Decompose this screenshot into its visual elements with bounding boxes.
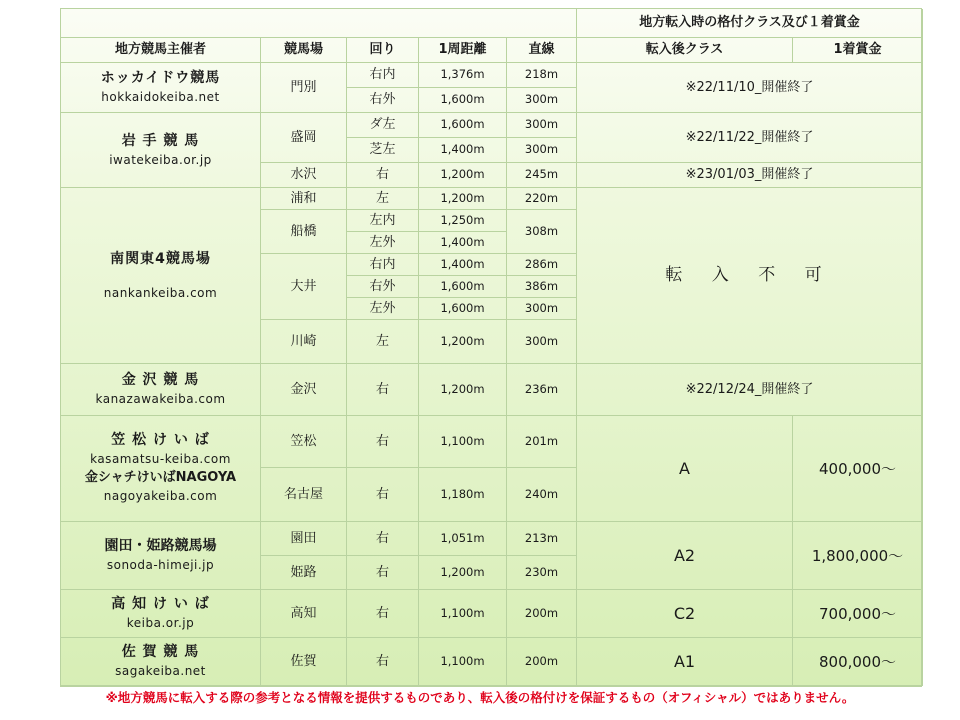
header-group-title: 地方転入時の格付クラス及び１着賞金 xyxy=(577,9,923,38)
distance-cell: 1,180m xyxy=(419,468,507,522)
track-name: 川崎 xyxy=(261,320,347,364)
straight-cell: 300m xyxy=(507,298,577,320)
straight-cell: 245m xyxy=(507,163,577,188)
direction-cell: 左 xyxy=(347,320,419,364)
straight-cell: 300m xyxy=(507,88,577,113)
straight-cell: 236m xyxy=(507,364,577,416)
distance-cell: 1,400m xyxy=(419,232,507,254)
header-track: 競馬場 xyxy=(261,38,347,63)
track-name: 水沢 xyxy=(261,163,347,188)
straight-cell: 213m xyxy=(507,522,577,556)
distance-cell: 1,051m xyxy=(419,522,507,556)
header-straight: 直線 xyxy=(507,38,577,63)
organizer-cell xyxy=(61,188,261,364)
track-name: 船橋 xyxy=(261,210,347,254)
organizer-name: ホッカイドウ競馬 xyxy=(100,70,221,87)
direction-cell: 右 xyxy=(347,638,419,686)
organizer-cell xyxy=(61,416,261,468)
straight-cell: 300m xyxy=(507,320,577,364)
direction-cell: 左内 xyxy=(347,210,419,232)
distance-cell: 1,376m xyxy=(419,63,507,88)
straight-cell: 300m xyxy=(507,113,577,138)
organizer-url: hokkaidokeiba.net xyxy=(101,90,220,105)
organizer-name: 園田・姫路競馬場 xyxy=(104,538,217,555)
organizer-cell xyxy=(61,113,261,188)
organizer-url: iwatekeiba.or.jp xyxy=(109,152,212,167)
organizer-name: 金シャチけいばNAGOYA xyxy=(84,470,237,485)
straight-cell: 386m xyxy=(507,276,577,298)
direction-cell: 右内 xyxy=(347,63,419,88)
first-prize: 700,000～ xyxy=(793,590,923,638)
organizer-name: 金 沢 競 馬 xyxy=(121,372,200,389)
status-note: ※22/11/10_開催終了 xyxy=(577,63,923,113)
distance-cell: 1,200m xyxy=(419,364,507,416)
direction-cell: 右 xyxy=(347,522,419,556)
organizer-url: sagakeiba.net xyxy=(115,664,206,679)
straight-cell: 230m xyxy=(507,556,577,590)
header-organizer: 地方競馬主催者 xyxy=(61,38,261,63)
transfer-class: A xyxy=(577,416,793,522)
direction-cell: 左外 xyxy=(347,298,419,320)
straight-cell: 286m xyxy=(507,254,577,276)
organizer-name: 南関東4競馬場 xyxy=(110,250,211,267)
distance-cell: 1,600m xyxy=(419,276,507,298)
status-note: 転 入 不 可 xyxy=(577,188,923,364)
organizer-name: 笠 松 け い ば xyxy=(111,431,210,448)
direction-cell: ダ左 xyxy=(347,113,419,138)
direction-cell: 右 xyxy=(347,163,419,188)
track-name: 金沢 xyxy=(261,364,347,416)
distance-cell: 1,600m xyxy=(419,113,507,138)
organizer-url: nagoyakeiba.com xyxy=(103,488,218,503)
distance-cell: 1,100m xyxy=(419,416,507,468)
direction-cell: 右外 xyxy=(347,276,419,298)
header-lap-distance: 1周距離 xyxy=(419,38,507,63)
organizer-name: 高 知 け い ば xyxy=(111,596,210,613)
organizer-cell xyxy=(61,638,261,686)
distance-cell: 1,600m xyxy=(419,88,507,113)
distance-cell: 1,200m xyxy=(419,163,507,188)
first-prize: 800,000～ xyxy=(793,638,923,686)
straight-cell: 300m xyxy=(507,138,577,163)
track-name: 佐賀 xyxy=(261,638,347,686)
distance-cell: 1,250m xyxy=(419,210,507,232)
organizer-url: kasamatsu-keiba.com xyxy=(90,451,231,466)
header-prize: 1着賞金 xyxy=(793,38,923,63)
direction-cell: 右内 xyxy=(347,254,419,276)
track-name: 姫路 xyxy=(261,556,347,590)
straight-cell: 220m xyxy=(507,188,577,210)
header-direction: 回り xyxy=(347,38,419,63)
straight-cell: 240m xyxy=(507,468,577,522)
organizer-cell xyxy=(61,590,261,638)
transfer-class: A1 xyxy=(577,638,793,686)
header-class: 転入後クラス xyxy=(577,38,793,63)
direction-cell: 右 xyxy=(347,468,419,522)
distance-cell: 1,400m xyxy=(419,254,507,276)
straight-cell: 201m xyxy=(507,416,577,468)
organizer-name: 岩 手 競 馬 xyxy=(121,132,200,149)
organizer-cell xyxy=(61,63,261,113)
organizer-name: 佐 賀 競 馬 xyxy=(121,644,200,661)
first-prize: 400,000～ xyxy=(793,416,923,522)
header-empty-cell xyxy=(61,9,577,38)
distance-cell: 1,600m xyxy=(419,298,507,320)
organizer-url: kanazawakeiba.com xyxy=(95,392,226,407)
distance-cell: 1,100m xyxy=(419,638,507,686)
straight-cell: 200m xyxy=(507,590,577,638)
organizer-url: sonoda-himeji.jp xyxy=(106,558,215,573)
organizer-url: nankankeiba.com xyxy=(103,285,218,300)
direction-cell: 芝左 xyxy=(347,138,419,163)
track-name: 盛岡 xyxy=(261,113,347,163)
distance-cell: 1,100m xyxy=(419,590,507,638)
transfer-class: C2 xyxy=(577,590,793,638)
track-name: 大井 xyxy=(261,254,347,320)
straight-cell: 308m xyxy=(507,210,577,254)
organizer-url: keiba.or.jp xyxy=(126,616,195,631)
track-name: 園田 xyxy=(261,522,347,556)
organizer-cell xyxy=(61,468,261,522)
track-name: 高知 xyxy=(261,590,347,638)
direction-cell: 右 xyxy=(347,556,419,590)
straight-cell: 200m xyxy=(507,638,577,686)
direction-cell: 右 xyxy=(347,416,419,468)
distance-cell: 1,200m xyxy=(419,556,507,590)
first-prize: 1,800,000～ xyxy=(793,522,923,590)
track-name: 浦和 xyxy=(261,188,347,210)
direction-cell: 右 xyxy=(347,590,419,638)
track-name: 名古屋 xyxy=(261,468,347,522)
track-name: 笠松 xyxy=(261,416,347,468)
direction-cell: 右 xyxy=(347,364,419,416)
track-name: 門別 xyxy=(261,63,347,113)
organizer-cell xyxy=(61,364,261,416)
status-note: ※22/11/22_開催終了 xyxy=(577,113,923,163)
disclaimer-note: ※地方競馬に転入する際の参考となる情報を提供するものであり、転入後の格付けを保証するもの（オフィシャル）ではありません。 xyxy=(105,690,855,705)
straight-cell: 218m xyxy=(507,63,577,88)
distance-cell: 1,400m xyxy=(419,138,507,163)
direction-cell: 左 xyxy=(347,188,419,210)
track-table xyxy=(60,8,922,687)
status-note: ※22/12/24_開催終了 xyxy=(577,364,923,416)
status-note: ※23/01/03_開催終了 xyxy=(577,163,923,188)
distance-cell: 1,200m xyxy=(419,320,507,364)
transfer-class: A2 xyxy=(577,522,793,590)
direction-cell: 右外 xyxy=(347,88,419,113)
organizer-cell xyxy=(61,522,261,590)
direction-cell: 左外 xyxy=(347,232,419,254)
distance-cell: 1,200m xyxy=(419,188,507,210)
